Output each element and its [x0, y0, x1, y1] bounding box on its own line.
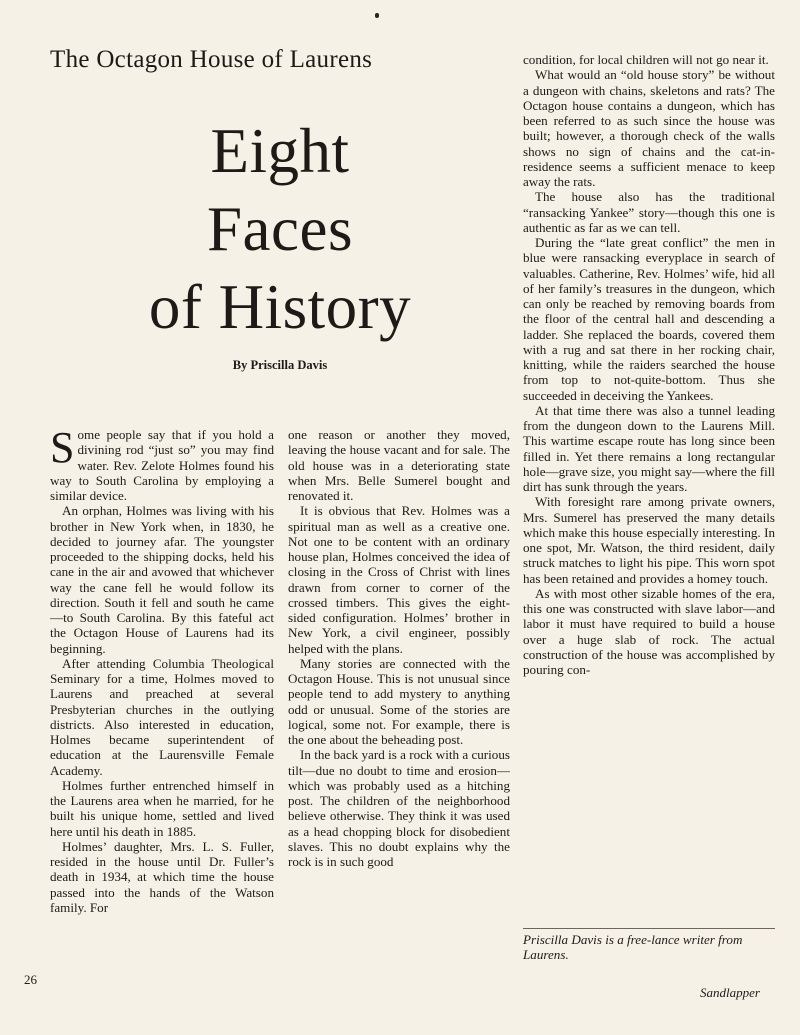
- author-bio: [523, 932, 775, 963]
- paragraph: It is obvious that Rev. Holmes was a spiritual man as well as a creative one. Not one to be content with an ordinary house plan, Holmes conceived the idea of closing in the Cross of Christ with lines drawn from corner to corner of the crossed timbers. This gives the eight-sided configuration. Holmes’ brother in New York, a civil engineer, possibly helped with the plans.: [288, 503, 510, 656]
- paragraph-text: ome people say that if you hold a divining rod “just so” you may find water. Rev. Zelote Holmes found his way to South Carolina by employing a similar device.: [50, 427, 274, 503]
- paragraph: With foresight rare among private owners, Mrs. Sumerel has preserved the many details which make this house especially interesting. In one spot, Mr. Watson, the third resident, daily struck matches to light his pipe. This worn spot has been retained and provides a homey touch.: [523, 494, 775, 586]
- paragraph: one reason or another they moved, leaving the house vacant and for sale. The old house was in a deteriorating state when Mrs. Belle Sumerel bought and renovated it.: [288, 427, 510, 503]
- text-column-1: [50, 423, 274, 915]
- paragraph: The house also has the traditional “ransacking Yankee” story—though this one is authentic as far as we can tell.: [523, 189, 775, 235]
- headline-line: Faces: [207, 194, 353, 264]
- bio-divider: [523, 928, 775, 929]
- paragraph: At that time there was also a tunnel leading from the dungeon down to the Laurens Mill. This wartime escape route has long since been filled in. Yet there remains a long rectangular hole—grave size, you might say—where the fill dirt has sunk through the years.: [523, 402, 775, 494]
- headline-line: of History: [148, 272, 412, 342]
- paragraph: [50, 423, 274, 503]
- paragraph: Many stories are connected with the Octagon House. This is not unusual since people tend to add mystery to anything odd or unusual. Some of the stories are logical, some not. For example, there is the one about the beheading post.: [288, 655, 510, 747]
- paragraph: In the back yard is a rock with a curious tilt—due no doubt to time and erosion—which was probably used as a hitching post. The children of the neighborhood believe otherwise. They think it was used as a head chopping block for disobedient slaves. This no doubt explains why the rock is in such good: [288, 747, 510, 869]
- page-number: 26: [24, 972, 37, 987]
- ink-speck: [375, 13, 379, 18]
- text-column-3: [523, 52, 775, 677]
- drop-cap: S: [50, 423, 75, 472]
- headline-line: Eight: [210, 116, 350, 186]
- paragraph: Holmes further entrenched himself in the Laurens area when he married, for he built his unique home, settled and lived here until his death in 1885.: [50, 777, 274, 839]
- paragraph: condition, for local children will not go near it.: [523, 52, 769, 67]
- paragraph: What would an “old house story” be without a dungeon with chains, skeletons and rats? The Octagon house contains a dungeon, which has been referred to as such since the house was built; however, a thorough check of the walls shows no sign of chains and the cat-in-residence seems a sufficient menace to keep away the rats.: [523, 67, 775, 189]
- article-kicker: The Octagon House of Laurens: [50, 46, 373, 73]
- paragraph: An orphan, Holmes was living with his brother in New York when, in 1830, he decided to journey afar. The youngster proceeded to the shipping docks, held his cane in the air and avowed that whichever way the cane fell he would follow its direction. South it fell and south he came—to South Carolina. By this fateful act the Octagon House of Laurens had its beginning.: [50, 503, 274, 656]
- magazine-name: Sandlapper: [700, 985, 760, 1000]
- paragraph: As with most other sizable homes of the era, this one was constructed with slave labor—and labor it must have required to build a house over a huge slab of rock. The actual construction of the house was accomplished by pouring con-: [523, 585, 775, 677]
- text-column-2: [288, 427, 510, 869]
- byline: By Priscilla Davis: [232, 358, 328, 372]
- article-headline: [130, 112, 430, 346]
- bio-text: Priscilla Davis is a free-lance writer from Laurens.: [523, 932, 743, 963]
- paragraph: Holmes’ daughter, Mrs. L. S. Fuller, resided in the house until Dr. Fuller’s death in 1934, at which time the house passed into the hands of the Watson family. For: [50, 838, 274, 915]
- paragraph: After attending Columbia Theological Seminary for a time, Holmes moved to Laurens and preached at several Presbyterian churches in the outlying districts. Also interested in education, Holmes became superintendent of education at the Laurensville Female Academy.: [50, 655, 274, 778]
- paragraph: During the “late great conflict” the men in blue were ransacking everyplace in search of valuables. Catherine, Rev. Holmes’ wife, hid all of her family’s treasures in the dungeon, which can only be reached by removing boards from the floor of the central hall and descending a ladder. She replaced the boards, covered them with a rug and sat there in her rocking chair, knitting, while the raiders searched the house from top to not-quite-bottom. Thus she succeeded in deceiving the Yankees.: [523, 235, 775, 403]
